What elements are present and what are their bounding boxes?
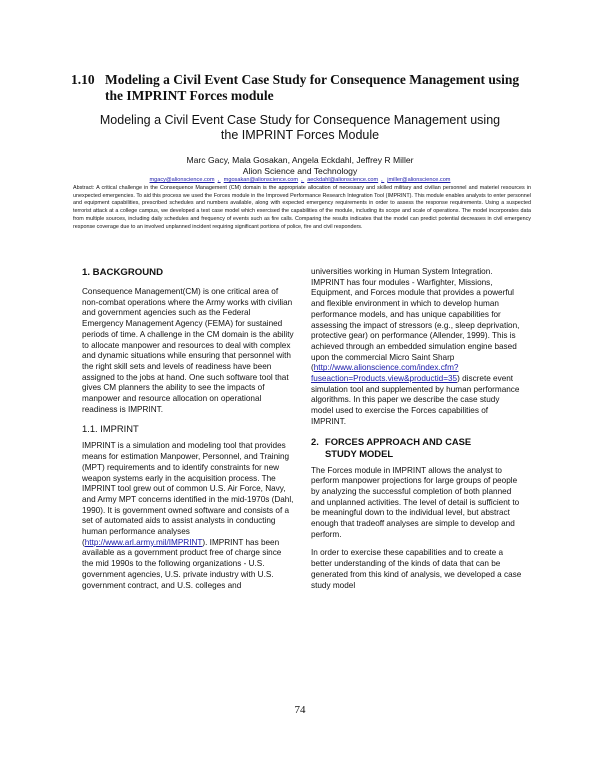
author-affiliation: Alion Science and Technology <box>242 166 358 176</box>
email-link[interactable]: aeckdahl@alionscience.com <box>307 177 379 183</box>
heading-forces <box>311 436 523 460</box>
imprint-link[interactable]: http://www.arl.army.mil/IMPRINT <box>84 537 203 547</box>
modules-paragraph-text-b: ) discrete event simulation tool and supplemented by human performance algorithms. In this paper we describe the case study model used to exercise the Forces capabilities of IMPRINT. <box>311 374 520 426</box>
heading-background: 1. BACKGROUND <box>82 267 164 278</box>
email-list: mgacy@alionscience.com , mgosakan@alionscience.com , aeckdahl@alionscience.com , jmiller@alionscience.com <box>149 177 451 183</box>
imprint-paragraph <box>82 441 294 591</box>
case-study-paragraph: In order to exercise these capabilities and to create a better understanding of the kinds of data that can be generated from this kind of analysis, we developed a case study model <box>311 548 522 590</box>
page-number: 74 <box>294 704 306 716</box>
background-paragraph: Consequence Management(CM) is one critical area of non-combat operations where the Army works with civilian and government agencies such as the Federal Emergency Management Agency (FEMA) for sustained periods of time. A challenge in the CM domain is the ability to allocate manpower and resources to deal with complex and dynamic situations while ensuring that personnel with the right skill sets and levels of readiness have been assigned to the jobs at hand. One such software tool that gives CM planners the ability to see the impacts of manpower and resource allocation on operational readiness is IMPRINT. <box>82 287 294 414</box>
paper-title-line1: Modeling a Civil Event Case Study for Consequence Management using <box>99 113 501 127</box>
modules-paragraph <box>311 267 523 428</box>
section-heading-line1: Modeling a Civil Event Case Study for Consequence Management using <box>105 72 520 87</box>
paper-title-line2: the IMPRINT Forces Module <box>220 128 380 142</box>
imprint-paragraph-text-b: ). IMPRINT has been available as a government product free of charge since the mid 1990s to the following organizations - U.S. government agencies, U.S. private industry with U.S. government contract, and U.S. colleges and <box>82 537 282 590</box>
right-column <box>311 267 523 599</box>
author-block <box>70 155 530 177</box>
heading-forces-line2: STUDY MODEL <box>325 447 394 459</box>
email-link[interactable]: jmiller@alionscience.com <box>387 177 451 183</box>
author-names: Marc Gacy, Mala Gosakan, Angela Eckdahl, Jeffrey R Miller <box>186 155 414 165</box>
modules-paragraph-text-a: universities working in Human System Integration. IMPRINT has four modules - Warfighter, Missions, Equipment, and Forces module that provides a powerful and flexible environment in which to develop human performance models, and has unique capabilities for assessing the impact of stressors (e.g., sleep deprivation, protective gear) on performance (Allender, 1999). This is achieved through an embedded simulation engine based upon the commercial Micro Saint Sharp ( <box>311 267 520 373</box>
email-link[interactable]: mgacy@alionscience.com <box>149 177 215 183</box>
heading-forces-line1: FORCES APPROACH AND CASE <box>325 435 472 447</box>
heading-imprint: 1.1. IMPRINT <box>82 423 139 435</box>
heading-forces-number: 2. <box>311 435 319 447</box>
section-number: 1.10 <box>71 72 95 87</box>
microsaint-link[interactable]: http://www.alionscience.com/index.cfm?fuseaction=Products.view&productid=35 <box>311 363 459 384</box>
abstract: Abstract: A critical challenge in the Consequence Management (CM) domain is the appropriate allocation of necessary and skilled military and civilian personnel and materiel resources in unexpected emergencies. To aid this process we used the Forces module in the Improved Performance Research Integration Tool (IMPRINT). This module enables analysts to enter personnel and equipment capabilities, prescribed schedules and numbers available, along with expected emergency requirements in order to assess the response requirements. Using a suspected terrorist attack at a college campus, we developed a test case model which exercised the capabilities of the module, including its scope and scale of operations. The model incorporates data from multiple sources, including daily schedules and frequency of events such as fire calls. Comparing the results indicates that the model can predict potential decreases in civil emergency response coverage due to an involved unplanned incident requiring significant portions of police, fire and civil responders. <box>73 185 531 230</box>
forces-paragraph: The Forces module in IMPRINT allows the analyst to perform manpower projections for large groups of people by analyzing the successful completion of both planned and unplanned activities. The level of detail is sufficient to be meaningful down to the individual level, but abstract enough that tradeoff analyses are simple to develop and perform. <box>311 465 520 539</box>
paper-title <box>70 113 530 143</box>
email-link[interactable]: mgosakan@alionscience.com <box>223 177 299 183</box>
imprint-paragraph-text-a: IMPRINT is a simulation and modeling tool that provides means for estimation Manpower, Personnel, and Training (MPT) requirements and to identify constraints for new weapon systems early in the acquisition process. The IMPRINT tool grew out of common U.S. Air Force, Navy, and Army MPT concerns identified in the mid-1970s (Dahl, 1990). It is government owned software and consists of a set of automated aids to assist analysts in conducting human performance analyses ( <box>82 441 294 547</box>
left-column <box>82 267 294 599</box>
section-heading-line2: the IMPRINT Forces module <box>105 88 274 103</box>
section-heading <box>71 72 541 104</box>
